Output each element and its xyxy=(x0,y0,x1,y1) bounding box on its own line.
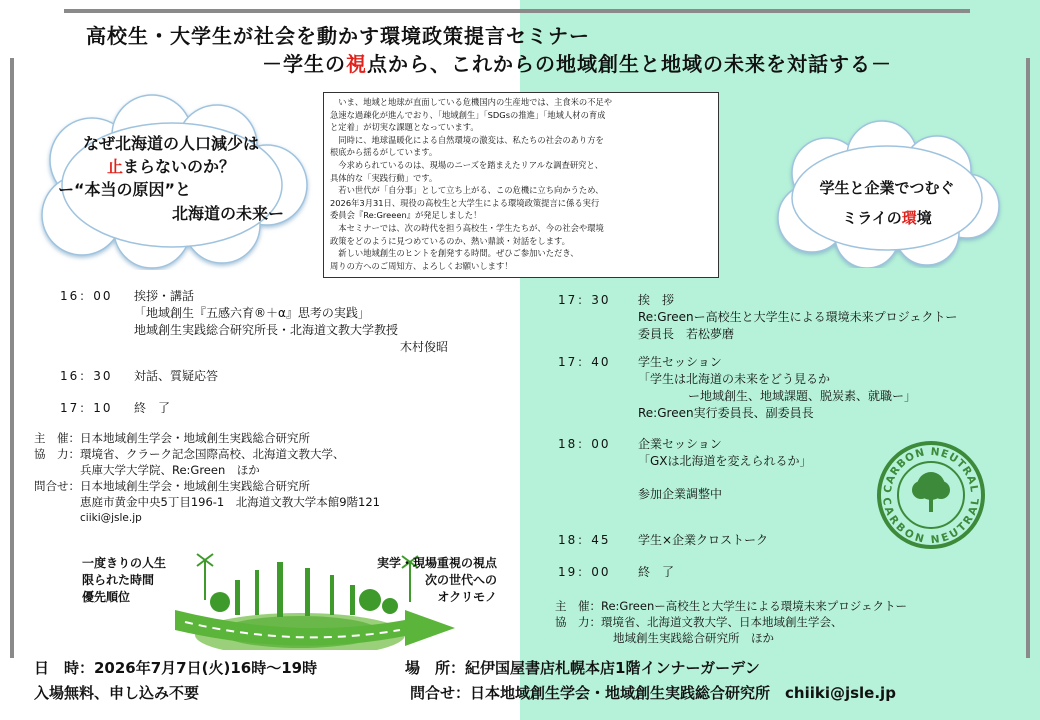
schedule-time: 16：00 xyxy=(60,289,113,303)
schedule-time: 18：00 xyxy=(558,437,611,451)
intro-line: 委員会『Re:Greeen』が発足しました！ xyxy=(330,210,482,221)
schedule-title: 終 了 xyxy=(134,401,171,415)
schedule-time: 18：45 xyxy=(558,533,611,547)
schedule-detail: Re:Green実行委員長、副委員長 xyxy=(638,406,814,420)
schedule-time: 17：40 xyxy=(558,355,611,369)
left-cloud-line4: 北海道の未来ー xyxy=(171,203,284,223)
intro-line: 急速な過疎化が進んでおり、「地域創生」「SDGsの推進」「地域人材の育成 xyxy=(330,109,606,120)
graphic-right-text xyxy=(352,555,497,606)
coop-label: 協 力： xyxy=(34,447,80,461)
intro-line: 2026年3月31日、現役の高校生と大学生による環境政策提言に係る実行 xyxy=(330,197,600,208)
right-cloud-line2: ミライの環境 xyxy=(842,209,932,227)
graphic-text: 限られた時間 xyxy=(82,573,155,587)
intro-line: 同時に、地球温暖化による自然環境の激変は、私たちの社会のあり方を xyxy=(330,134,604,145)
right-frame-line xyxy=(1026,58,1030,658)
schedule-title: 挨 拶 xyxy=(638,293,675,307)
contact-value: 日本地域創生学会・地域創生実践総合研究所 xyxy=(80,479,310,493)
contact-address: 恵庭市黄金中央5丁目196-1 北海道文教大学本館9階121 xyxy=(80,495,380,509)
left-cloud xyxy=(22,90,322,270)
intro-line: と定着」が切実な課題となっています。 xyxy=(330,122,479,133)
graphic-text: オクリモノ xyxy=(437,590,497,604)
event-place: 場 所：紀伊国屋書店札幌本店1階インナーガーデン xyxy=(405,659,760,677)
intro-line: いま、地域と地球が直面している危機国内の生産地では、主食米の不足や xyxy=(330,97,613,107)
schedule-title: 対話、質疑応答 xyxy=(134,369,219,383)
left-cloud-line2: 止まらないのか？ xyxy=(106,157,236,177)
left-frame-line xyxy=(10,58,14,658)
entry-fee: 入場無料、申し込み不要 xyxy=(34,684,200,702)
carbon-neutral-stamp xyxy=(876,440,986,550)
schedule-detail: ー地域創生、地域課題、脱炭素、就職ー」 xyxy=(688,389,917,403)
coop-value: 環境省、クラーク記念国際高校、北海道文教大学、 xyxy=(80,447,345,461)
carbon-neutral-tree-icon xyxy=(876,440,986,550)
main-title: 高校生・大学生が社会を動かす環境政策提言セミナー xyxy=(86,24,590,48)
schedule-detail: 地域創生実践総合研究所長・北海道文教大学教授 xyxy=(134,323,399,337)
event-date: 日 時：2026年7月7日(火)16時～19時 xyxy=(34,659,318,677)
graphic-text: 次の世代への xyxy=(424,573,497,587)
right-cloud xyxy=(762,118,1012,268)
intro-line: 新しい地域創生のヒントを創発する時間。ぜひご参加いただき、 xyxy=(330,248,579,259)
schedule-time: 17：30 xyxy=(558,293,611,307)
coop-value-2: 地域創生実践総合研究所 ほか xyxy=(613,631,774,645)
schedule-title: 企業セッション xyxy=(638,437,722,451)
contact-email: ciiki@jsle.jp xyxy=(80,512,142,524)
left-cloud-line1: なぜ北海道の人口減少は xyxy=(82,134,259,153)
schedule-detail: 参加企業調整中 xyxy=(638,487,723,501)
schedule-time: 17：10 xyxy=(60,401,113,415)
top-frame-line xyxy=(64,9,970,13)
schedule-detail: 「地域創生『五感六育®＋α』思考の実践」 xyxy=(134,306,370,320)
host-value: Re:Greenー高校生と大学生による環境未来プロジェクトー xyxy=(601,599,908,613)
intro-line: 根底から揺るがしています。 xyxy=(330,147,438,158)
graphic-left-text xyxy=(82,555,166,606)
intro-line: 周りの方へのご周知方、よろしくお願いします！ xyxy=(330,260,513,271)
graphic-text: 実学・現場重視の視点 xyxy=(376,556,497,570)
coop-value-2: 兵庫大学大学院、Re:Green ほか xyxy=(80,463,260,477)
intro-text-box xyxy=(323,92,719,278)
subtitle: －学生の視点から、これからの地域創生と地域の未来を対話する－ xyxy=(262,52,892,76)
host-label: 主 催： xyxy=(34,431,80,445)
intro-line: 今求められているのは、現場のニーズを踏まえたリアルな調査研究と、 xyxy=(330,159,604,170)
right-cloud-line1: 学生と企業でつむぐ xyxy=(819,179,955,197)
schedule-detail: 「GXは北海道を変えられるか」 xyxy=(638,454,812,468)
schedule-time: 19：00 xyxy=(558,565,611,579)
contact-label: 問合せ： xyxy=(34,479,80,493)
host-label: 主 催： xyxy=(555,599,601,613)
schedule-detail: Re:Greenー高校生と大学生による環境未来プロジェクトー xyxy=(638,310,958,324)
event-contact: 問合せ：日本地域創生学会・地域創生実践総合研究所 chiiki@jsle.jp xyxy=(410,684,896,702)
schedule-title: 終 了 xyxy=(638,565,675,579)
schedule-time: 16：30 xyxy=(60,369,113,383)
intro-line: 具体的な「実践行動」です。 xyxy=(330,172,438,183)
intro-line: 若い世代が「自分事」として立ち上がる、この危機に立ち向かうため、 xyxy=(330,185,604,196)
schedule-title: 学生セッション xyxy=(638,355,722,369)
intro-line: 本セミナーでは、次の時代を担う高校生・学生たちが、今の社会や環境 xyxy=(330,222,604,233)
graphic-text: 一度きりの人生 xyxy=(82,556,167,570)
speaker-name: 木村俊昭 xyxy=(400,340,449,354)
schedule-detail: 「学生は北海道の未来をどう見るか xyxy=(638,372,831,386)
svg-text:CARBON NEUTRAL: CARBON NEUTRAL xyxy=(881,445,981,494)
coop-value: 環境省、北海道文教大学、日本地域創生学会、 xyxy=(601,615,843,629)
svg-text:CARBON NEUTRAL: CARBON NEUTRAL xyxy=(879,496,983,547)
graphic-text: 優先順位 xyxy=(82,590,131,604)
intro-line: 政策をどのように見つめているのか、熱い鼎談・対話をします。 xyxy=(330,235,570,246)
host-value: 日本地域創生学会・地域創生実践総合研究所 xyxy=(80,431,310,445)
schedule-title: 学生×企業クロストーク xyxy=(638,533,769,547)
schedule-detail: 委員長 若松夢磨 xyxy=(638,327,735,341)
coop-label: 協 力： xyxy=(555,615,601,629)
schedule-title: 挨拶・講話 xyxy=(134,289,195,303)
left-cloud-line3: ー“本当の原因”と xyxy=(58,180,192,200)
